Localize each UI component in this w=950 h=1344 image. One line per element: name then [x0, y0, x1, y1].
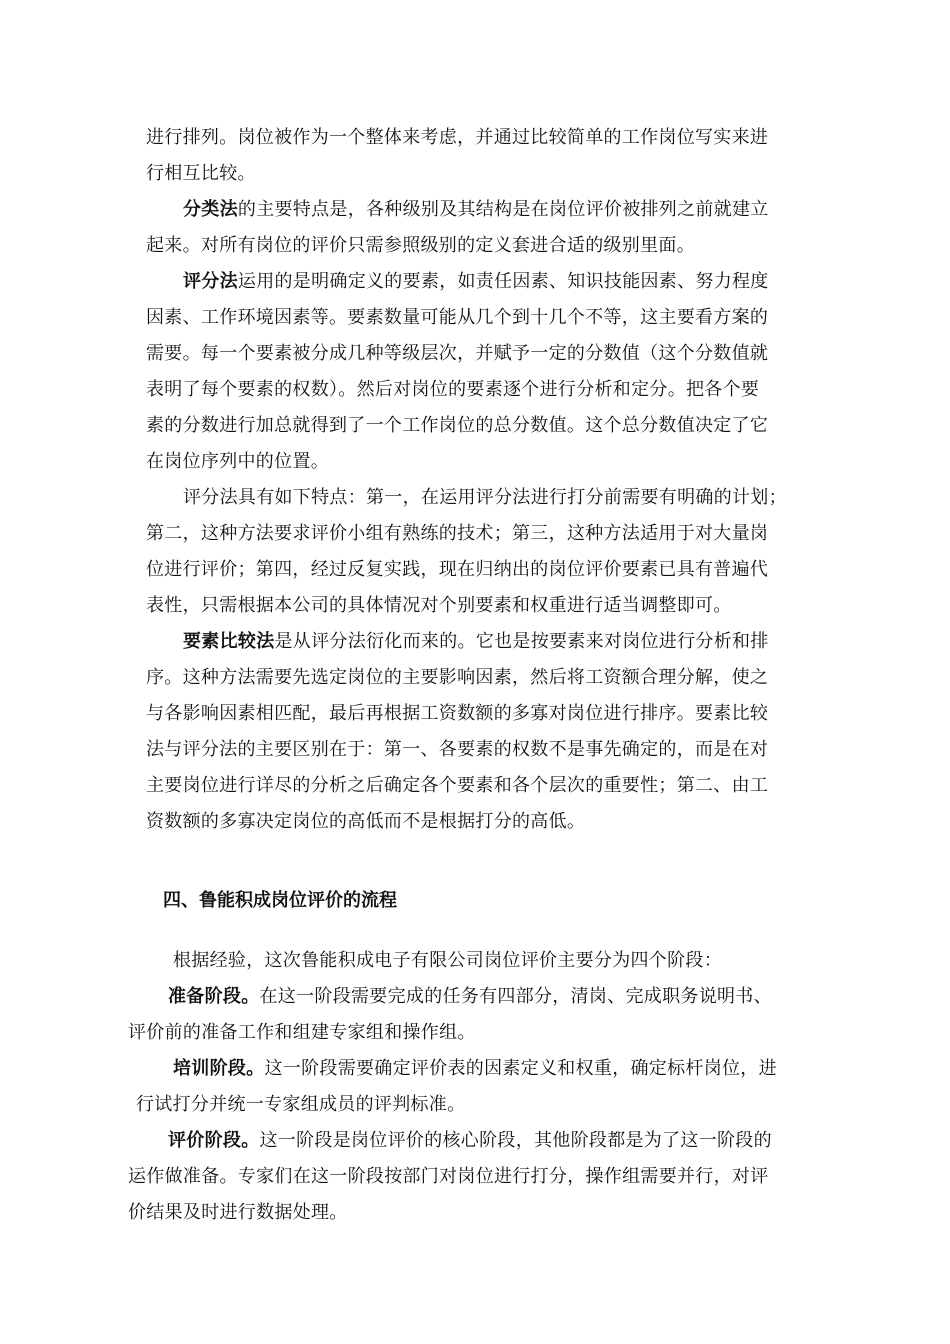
term-training-stage: 培训阶段。: [173, 1058, 265, 1079]
paragraph-line: 运作做准备。专家们在这一阶段按部门对岗位进行打分，操作组需要并行，对评: [128, 1166, 769, 1187]
paragraph-line: 位进行评价；第四，经过反复实践，现在归纳出的岗位评价要素已具有普遍代: [146, 559, 769, 580]
paragraph-line: 表明了每个要素的权数）。然后对岗位的要素逐个进行分析和定分。把各个要: [146, 379, 760, 400]
paragraph-line: [168, 985, 772, 1009]
paragraph-line: 进行排列。岗位被作为一个整体来考虑，并通过比较简单的工作岗位写实来进: [146, 127, 769, 148]
paragraph-line: 资数额的多寡决定岗位的高低而不是根据打分的高低。: [146, 811, 586, 832]
paragraph-text: 这一阶段是岗位评价的核心阶段，其他阶段都是为了这一阶段的: [259, 1130, 772, 1151]
paragraph-line: [183, 198, 769, 222]
paragraph-line: [183, 630, 769, 654]
paragraph-line: 行试打分并统一专家组成员的评判标准。: [136, 1094, 466, 1115]
paragraph-line: 表性，只需根据本公司的具体情况对个别要素和权重进行适当调整即可。: [146, 595, 732, 616]
paragraph-line: 评分法具有如下特点：第一，在运用评分法进行打分前需要有明确的计划；: [183, 487, 787, 508]
paragraph-text: 的主要特点是，各种级别及其结构是在岗位评价被排列之前就建立: [237, 199, 769, 220]
paragraph-text: 是从评分法衍化而来的。它也是按要素来对岗位进行分析和排: [274, 631, 769, 652]
paragraph-text: 这一阶段需要确定评价表的因素定义和权重，确定标杆岗位，进: [264, 1058, 777, 1079]
paragraph-line: [173, 1057, 777, 1081]
section-heading: 四、鲁能积成岗位评价的流程: [163, 890, 397, 911]
term-evaluation-stage: 评价阶段。: [168, 1130, 260, 1151]
paragraph-text: 在这一阶段需要完成的任务有四部分，清岗、完成职务说明书、: [259, 986, 772, 1007]
paragraph-line: 序。这种方法需要先选定岗位的主要影响因素，然后将工资额合理分解，使之: [146, 667, 769, 688]
paragraph-line: 价结果及时进行数据处理。: [128, 1202, 348, 1223]
paragraph-line: 主要岗位进行详尽的分析之后确定各个要素和各个层次的重要性；第二、由工: [146, 775, 769, 796]
term-point-method: 评分法: [183, 271, 238, 292]
paragraph-text: 运用的是明确定义的要素，如责任因素、知识技能因素、努力程度: [237, 271, 769, 292]
paragraph-line: [168, 1129, 772, 1153]
paragraph-line: 素的分数进行加总就得到了一个工作岗位的总分数值。这个总分数值决定了它: [146, 415, 769, 436]
paragraph-line: 第二，这种方法要求评价小组有熟练的技术；第三，这种方法适用于对大量岗: [146, 523, 769, 544]
paragraph-line: [183, 270, 769, 294]
term-preparation-stage: 准备阶段。: [168, 986, 260, 1007]
paragraph-line: 需要。每一个要素被分成几种等级层次，并赋予一定的分数值（这个分数值就: [146, 343, 769, 364]
term-factor-comparison-method: 要素比较法: [183, 631, 275, 652]
paragraph-line: 行相互比较。: [146, 163, 256, 184]
paragraph-line: 在岗位序列中的位置。: [146, 451, 329, 472]
intro-line: 根据经验，这次鲁能积成电子有限公司岗位评价主要分为四个阶段：: [173, 950, 722, 971]
term-classification-method: 分类法: [183, 199, 238, 220]
paragraph-line: 法与评分法的主要区别在于：第一、各要素的权数不是事先确定的，而是在对: [146, 739, 769, 760]
paragraph-line: 与各影响因素相匹配，最后再根据工资数额的多寡对岗位进行排序。要素比较: [146, 703, 769, 724]
paragraph-line: 起来。对所有岗位的评价只需参照级别的定义套进合适的级别里面。: [146, 235, 695, 256]
paragraph-line: 因素、工作环境因素等。要素数量可能从几个到十几个不等，这主要看方案的: [146, 307, 769, 328]
paragraph-line: 评价前的准备工作和组建专家组和操作组。: [128, 1022, 476, 1043]
